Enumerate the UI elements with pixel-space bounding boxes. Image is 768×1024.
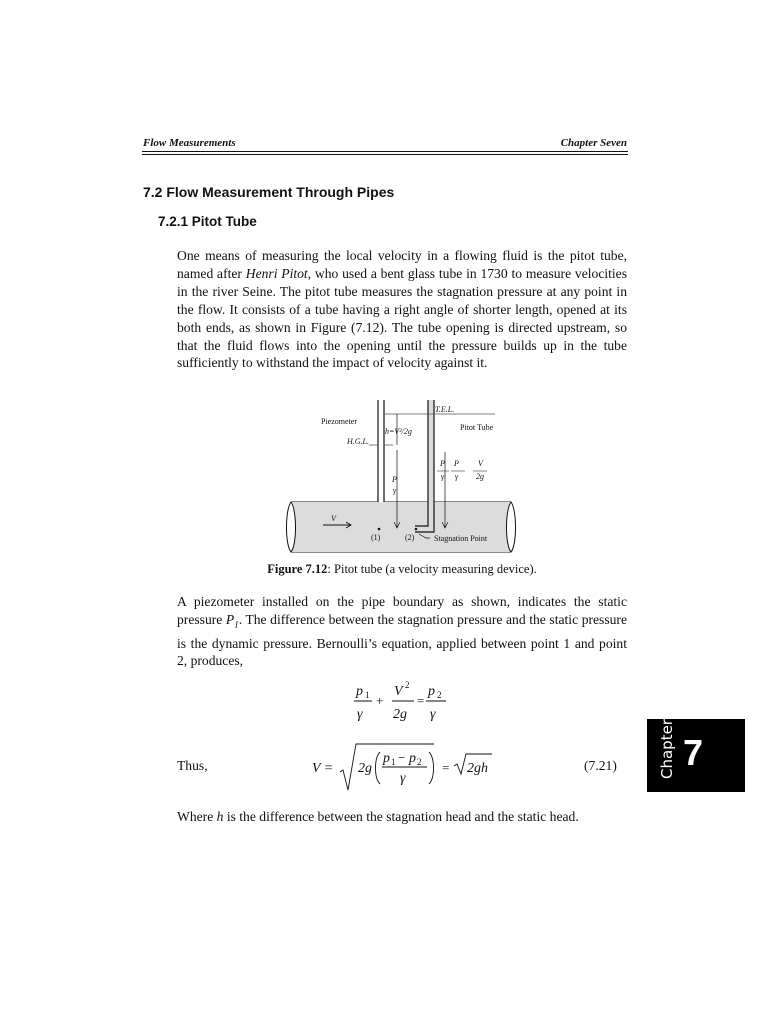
chapter-tab-word: Chapter — [658, 719, 676, 779]
section-heading: 7.2 Flow Measurement Through Pipes — [143, 184, 395, 200]
header-rule-thick — [142, 151, 628, 152]
label-p1-gamma: γ — [393, 486, 397, 495]
svg-text:γ: γ — [357, 707, 363, 722]
svg-text:2: 2 — [417, 757, 422, 767]
label-point1: (1) — [371, 533, 381, 542]
paragraph-intro: One means of measuring the local velocity in a flowing fluid is the pitot tube, named after Henri Pitot, who used a bent glass tube in 1730 to measure velocities in the river Seine. The pitot tube measures the stagnation pressure at any point in the flow. It consists of a tube having a right angle of shorter length, opened at its both ends, as shown in Figure (7.12). The tube opening is directed upstream, so that the fluid flows into the opening until the pressure builds up in the tube sufficiently to withstand the impact of velocity against it. — [177, 248, 628, 371]
svg-text:2: 2 — [405, 680, 410, 690]
label-tel: T.E.L. — [435, 405, 455, 414]
subsection-heading: 7.2.1 Pitot Tube — [158, 214, 257, 229]
label-p2: P — [440, 459, 445, 468]
label-stagnation-point: Stagnation Point — [434, 534, 488, 543]
label-hgl: H.G.L. — [347, 437, 370, 446]
label-piezometer: Piezometer — [321, 417, 357, 426]
svg-text:p: p — [356, 684, 363, 699]
running-header-left: Flow Measurements — [143, 137, 236, 149]
henri-pitot-name: Henri Pitot — [245, 265, 308, 281]
svg-text:1: 1 — [391, 757, 396, 767]
svg-text:V: V — [394, 684, 403, 699]
equation-number: (7.21) — [584, 758, 617, 773]
chapter-tab-number: 7 — [683, 732, 704, 773]
paragraph-where-h: Where h is the difference between the stagnation head and the static head. — [177, 809, 579, 824]
label-h-equation: h=V²/2g — [385, 427, 412, 436]
svg-text:2g: 2g — [393, 707, 407, 722]
svg-text:γ: γ — [430, 707, 436, 722]
svg-text:−: − — [398, 750, 406, 765]
svg-text:γ: γ — [400, 771, 406, 786]
label-2g: 2g — [476, 472, 484, 481]
label-point2: (2) — [405, 533, 415, 542]
bernoulli-equation — [340, 678, 460, 728]
svg-text:+: + — [376, 693, 384, 708]
svg-text:p: p — [383, 751, 390, 766]
running-header-right: Chapter Seven — [560, 137, 627, 149]
label-v: V — [331, 514, 336, 523]
velocity-equation — [312, 738, 502, 796]
label-p1: P — [392, 475, 397, 484]
svg-text:=: = — [442, 760, 450, 775]
label-p2-gamma: γ — [441, 472, 445, 481]
label-v1: V — [478, 459, 483, 468]
svg-text:p: p — [409, 751, 416, 766]
svg-text:2: 2 — [437, 690, 442, 700]
paragraph-piezometer: A piezometer installed on the pipe boundary as shown, indicates the static pressure $P_1$. The difference between the stagnation pressure and the static pressure is the dynamic pressure. Bernoulli’s equation, applied between point 1 and point 2, produces, — [177, 594, 627, 669]
label-pitot-tube: Pitot Tube — [460, 423, 494, 432]
svg-text:2gh: 2gh — [467, 761, 488, 776]
thus-label: Thus, — [177, 758, 208, 773]
svg-text:1: 1 — [365, 690, 370, 700]
chapter-tab — [647, 719, 745, 792]
svg-text:V =: V = — [312, 761, 334, 776]
fig-gamma-other: γ — [455, 472, 459, 481]
pitot-tube-figure — [285, 400, 520, 560]
svg-text:p: p — [428, 684, 435, 699]
fig-p-other: P — [454, 459, 459, 468]
figure-caption: Figure 7.12: Pitot tube (a velocity measuring device). — [267, 562, 537, 576]
svg-text:2g: 2g — [358, 761, 372, 776]
svg-text:=: = — [417, 693, 425, 708]
header-rule-thin — [142, 154, 628, 155]
